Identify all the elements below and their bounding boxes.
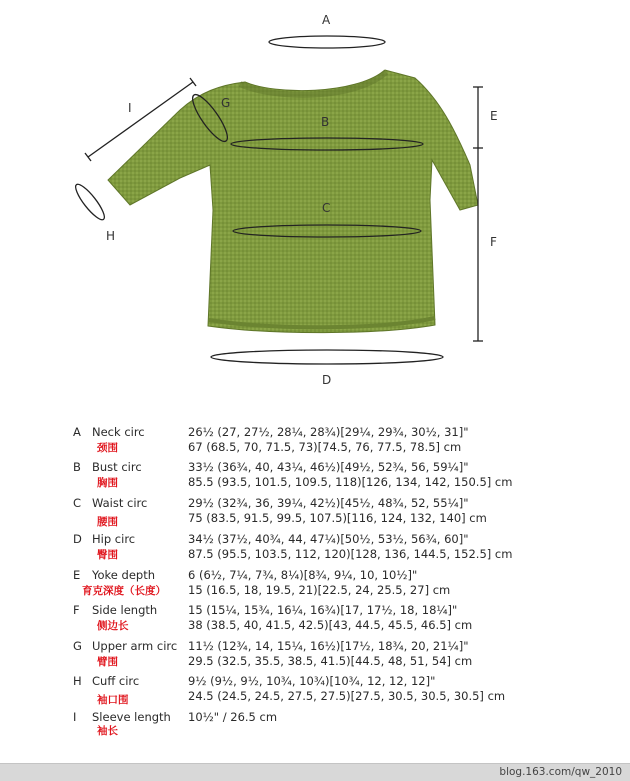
row-letter: B (73, 460, 81, 474)
row-name: Yoke depth (92, 568, 155, 582)
hip-ellipse (211, 350, 443, 364)
sweater-photo (108, 70, 478, 333)
cuff-ellipse (72, 181, 109, 223)
row-inches: 11½ (12¾, 14, 15¼, 16½)[17½, 18¾, 20, 21¼]" (188, 639, 469, 653)
measurement-row-c (0, 496, 630, 532)
row-letter: G (73, 639, 82, 653)
label-f: F (490, 235, 497, 249)
row-letter: C (73, 496, 82, 510)
label-b: B (321, 115, 330, 129)
row-letter: E (73, 568, 81, 582)
label-i: I (128, 101, 132, 115)
row-chinese-name: 胸围 (97, 477, 118, 489)
measurement-row-b (0, 460, 630, 496)
measurement-row-g (0, 639, 630, 675)
row-letter: F (73, 603, 80, 617)
row-inches: 33½ (36¾, 40, 43¼, 46½)[49½, 52¾, 56, 59¼]" (188, 460, 469, 474)
row-letter: I (73, 710, 77, 724)
measurement-row-d (0, 532, 630, 568)
row-name: Hip circ (92, 532, 136, 546)
row-name: Side length (92, 603, 158, 617)
label-e: E (490, 109, 498, 123)
row-chinese-name: 臀围 (97, 549, 118, 561)
measurement-row-e (0, 568, 630, 604)
row-letter: H (73, 674, 82, 688)
label-h: H (106, 229, 116, 243)
row-chinese-name: 臂围 (97, 656, 118, 668)
label-d: D (322, 373, 332, 387)
measurement-row-h (0, 674, 630, 710)
measurement-row-i (0, 710, 630, 746)
row-cm: 67 (68.5, 70, 71.5, 73)[74.5, 76, 77.5, 78.5] cm (188, 440, 462, 454)
watermark: blog.163.com/qw_2010 (499, 766, 622, 778)
label-c: C (322, 201, 331, 215)
row-inches: 15 (15¼, 15¾, 16¼, 16¾)[17, 17½, 18, 18¼]" (188, 603, 458, 617)
label-a: A (322, 13, 331, 27)
row-cm: 75 (83.5, 91.5, 99.5, 107.5)[116, 124, 132, 140] cm (188, 511, 487, 525)
row-chinese-name: 袖长 (97, 725, 118, 737)
row-chinese-name: 颈围 (97, 442, 118, 454)
row-inches: 26½ (27, 27½, 28¼, 28¾)[29¼, 29¾, 30½, 31]" (188, 425, 469, 439)
row-cm: 15 (16.5, 18, 19.5, 21)[22.5, 24, 25.5, 27] cm (188, 583, 451, 597)
row-cm: 24.5 (24.5, 24.5, 27.5, 27.5)[27.5, 30.5, 30.5, 30.5] cm (188, 689, 506, 703)
row-inches: 9½ (9½, 9½, 10¾, 10¾)[10¾, 12, 12, 12]" (188, 674, 436, 688)
row-cm: 85.5 (93.5, 101.5, 109.5, 118)[126, 134, 142, 150.5] cm (188, 475, 513, 489)
row-cm: 87.5 (95.5, 103.5, 112, 120)[128, 136, 144.5, 152.5] cm (188, 547, 513, 561)
row-chinese-name: 袖口围 (97, 694, 129, 706)
row-name: Cuff circ (92, 674, 140, 688)
measurement-row-a (0, 425, 630, 461)
label-g: G (221, 96, 231, 110)
row-chinese-name: 腰围 (97, 516, 118, 528)
neck-ellipse (269, 36, 385, 48)
row-name: Waist circ (92, 496, 148, 510)
row-inches: 10½" / 26.5 cm (188, 710, 278, 724)
row-inches: 29½ (32¾, 36, 39¼, 42½)[45½, 48¾, 52, 55¼]" (188, 496, 469, 510)
row-cm: 29.5 (32.5, 35.5, 38.5, 41.5)[44.5, 48, 51, 54] cm (188, 654, 473, 668)
row-cm: 38 (38.5, 40, 41.5, 42.5)[43, 44.5, 45.5, 46.5] cm (188, 618, 473, 632)
measurement-row-f (0, 603, 630, 639)
row-name: Upper arm circ (92, 639, 178, 653)
row-inches: 6 (6½, 7¼, 7¾, 8¼)[8¾, 9¼, 10, 10½]" (188, 568, 418, 582)
row-letter: D (73, 532, 82, 546)
row-letter: A (73, 425, 81, 439)
row-name: Bust circ (92, 460, 142, 474)
row-name: Neck circ (92, 425, 145, 439)
row-inches: 34½ (37½, 40¾, 44, 47¼)[50½, 53½, 56¾, 60]" (188, 532, 469, 546)
footer-bar (0, 763, 630, 781)
row-name: Sleeve length (92, 710, 171, 724)
row-chinese-name: 侧边长 (97, 620, 129, 632)
row-chinese-name: 育克深度（长度） (82, 585, 166, 597)
